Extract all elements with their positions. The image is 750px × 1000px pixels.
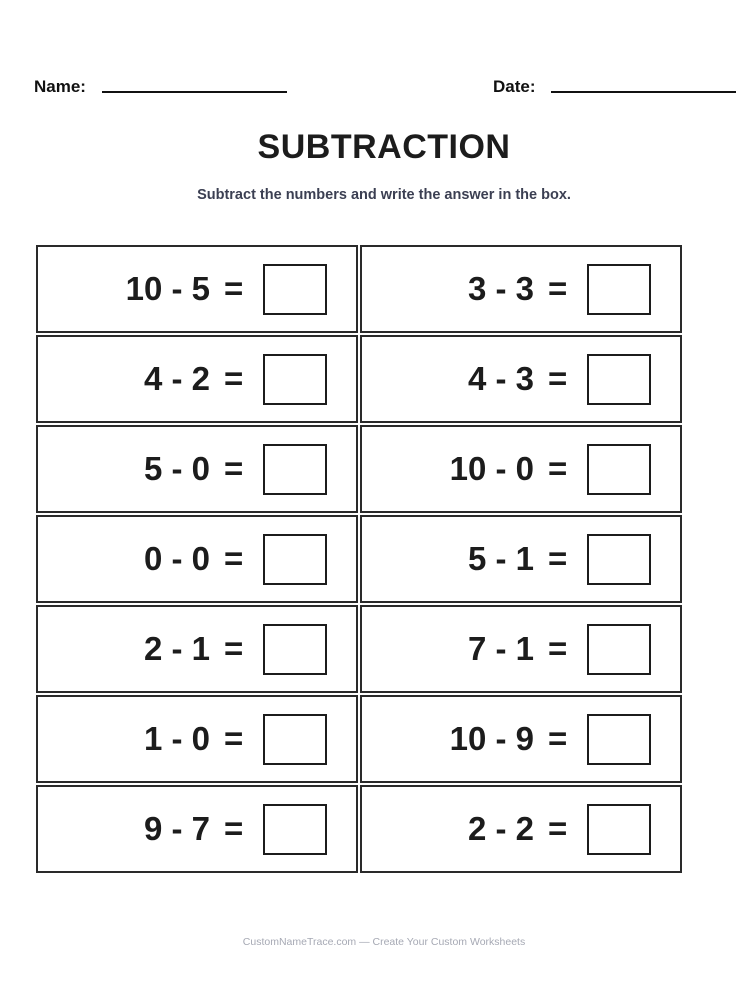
equals-sign: = bbox=[224, 540, 244, 577]
problem-card bbox=[360, 515, 682, 603]
problem-expression: 4 - 2 bbox=[143, 360, 210, 397]
answer-box[interactable] bbox=[263, 534, 327, 585]
answer-box[interactable] bbox=[263, 264, 327, 315]
equals-sign: = bbox=[548, 630, 568, 667]
answer-box[interactable] bbox=[587, 534, 651, 585]
problem-expression: 7 - 1 bbox=[467, 630, 534, 667]
answer-box[interactable] bbox=[587, 624, 651, 675]
problem-expression: 4 - 3 bbox=[467, 360, 534, 397]
problem-card bbox=[36, 515, 358, 603]
equals-sign: = bbox=[224, 810, 244, 847]
problem-expression: 1 - 0 bbox=[143, 720, 210, 757]
footer-credit: CustomNameTrace.com — Create Your Custom Worksheets bbox=[242, 936, 526, 948]
date-field[interactable] bbox=[551, 91, 736, 93]
equals-sign: = bbox=[548, 810, 568, 847]
problem-card bbox=[360, 245, 682, 333]
problem-card bbox=[360, 425, 682, 513]
equals-sign: = bbox=[224, 360, 244, 397]
answer-box[interactable] bbox=[263, 354, 327, 405]
name-label: Name: bbox=[34, 77, 86, 96]
worksheet-instructions: Subtract the numbers and write the answer in the box. bbox=[197, 187, 571, 203]
problem-card bbox=[360, 605, 682, 693]
problem-card bbox=[36, 425, 358, 513]
equals-sign: = bbox=[548, 720, 568, 757]
problem-expression: 0 - 0 bbox=[143, 540, 210, 577]
problem-expression: 3 - 3 bbox=[467, 270, 534, 307]
answer-box[interactable] bbox=[587, 264, 651, 315]
problem-expression: 10 - 0 bbox=[449, 450, 534, 487]
answer-box[interactable] bbox=[263, 624, 327, 675]
problem-expression: 10 - 5 bbox=[125, 270, 210, 307]
name-field[interactable] bbox=[102, 91, 287, 93]
answer-box[interactable] bbox=[263, 714, 327, 765]
answer-box[interactable] bbox=[587, 354, 651, 405]
equals-sign: = bbox=[224, 270, 244, 307]
problem-expression: 2 - 1 bbox=[143, 630, 210, 667]
problem-card bbox=[36, 335, 358, 423]
problem-card bbox=[360, 335, 682, 423]
problem-card bbox=[36, 605, 358, 693]
answer-box[interactable] bbox=[263, 804, 327, 855]
problem-expression: 5 - 1 bbox=[467, 540, 534, 577]
problem-expression: 9 - 7 bbox=[143, 810, 210, 847]
problem-expression: 10 - 9 bbox=[449, 720, 534, 757]
problem-expression: 5 - 0 bbox=[143, 450, 210, 487]
answer-box[interactable] bbox=[587, 804, 651, 855]
problem-card bbox=[36, 785, 358, 873]
problem-card bbox=[36, 245, 358, 333]
equals-sign: = bbox=[224, 630, 244, 667]
equals-sign: = bbox=[548, 540, 568, 577]
answer-box[interactable] bbox=[587, 714, 651, 765]
answer-box[interactable] bbox=[587, 444, 651, 495]
equals-sign: = bbox=[548, 270, 568, 307]
date-label: Date: bbox=[493, 77, 536, 96]
answer-box[interactable] bbox=[263, 444, 327, 495]
equals-sign: = bbox=[548, 450, 568, 487]
worksheet-title: SUBTRACTION bbox=[257, 128, 511, 166]
problem-card bbox=[360, 695, 682, 783]
equals-sign: = bbox=[224, 450, 244, 487]
problem-card bbox=[360, 785, 682, 873]
equals-sign: = bbox=[224, 720, 244, 757]
problem-card bbox=[36, 695, 358, 783]
problem-expression: 2 - 2 bbox=[467, 810, 534, 847]
equals-sign: = bbox=[548, 360, 568, 397]
